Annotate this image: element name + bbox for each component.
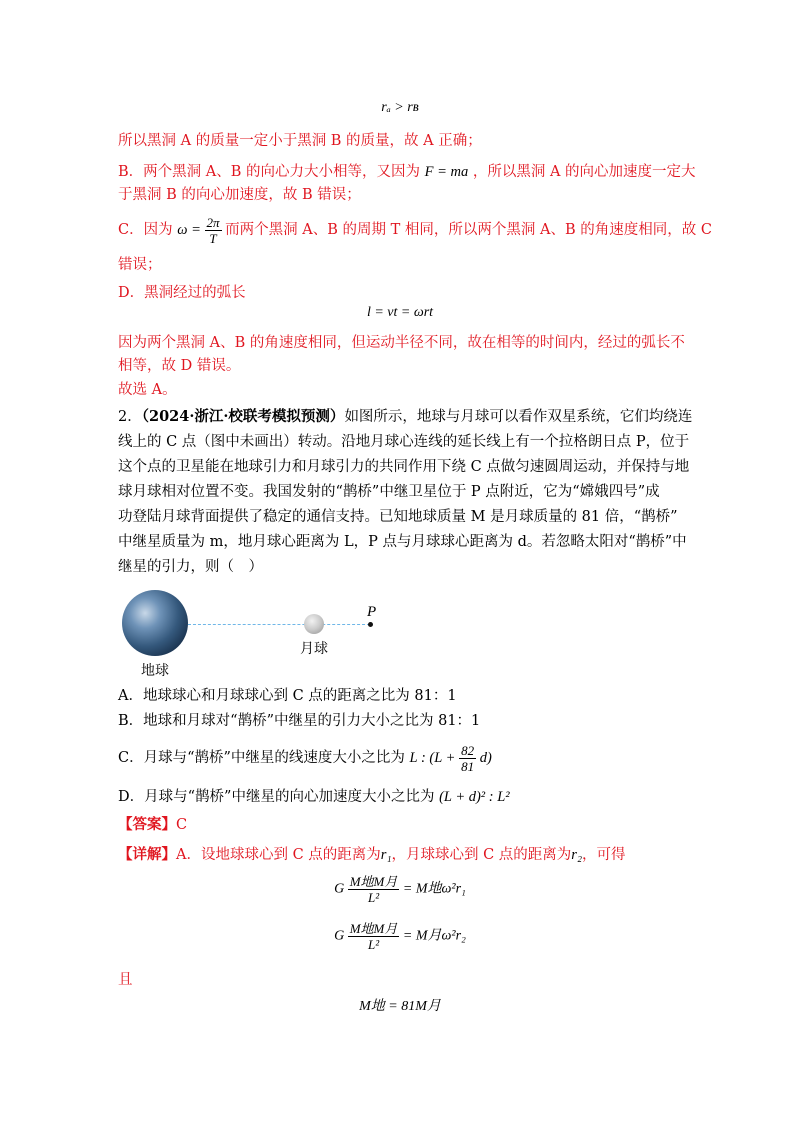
option-d	[118, 787, 510, 807]
lagrange-point-dot	[368, 622, 373, 627]
solution-line-a: 所以黑洞 A 的质量一定小于黑洞 B 的质量，故 A 正确；	[118, 133, 482, 149]
earth-moon-line	[188, 624, 370, 625]
question-line-5: 功登陆月球背面提供了稳定的通信支持。已知地球质量 M 是月球质量的 81 倍，“鹊桥”	[118, 509, 678, 525]
question-number: 2．	[118, 409, 142, 425]
solution-line-c-cont: 错误；	[118, 257, 162, 273]
eq2-numerator: M地M月	[349, 921, 398, 936]
question-line-4: 球月球相对位置不变。我国发射的“鹊桥”中继卫星位于 P 点附近，它为“嫦娥四号”成	[118, 484, 660, 500]
question-line-7: 继星的引力，则（ ）	[118, 559, 263, 575]
lagrange-point-label: P	[367, 604, 377, 620]
detail-r2: r₂	[571, 847, 582, 863]
answer-value: C	[176, 817, 188, 833]
equation-moon	[0, 921, 800, 952]
question-source: （2024·浙江·校联考模拟预测）	[141, 408, 345, 425]
formula-radius-compare: rₐ > rʙ	[381, 100, 419, 115]
eq1-fraction	[348, 874, 400, 905]
earth-label: 地球	[141, 663, 169, 679]
solution-line-b-cont: 于黑洞 B 的向心加速度，故 B 错误；	[118, 187, 361, 203]
option-d-text: D．月球与“鹊桥”中继星的向心加速度大小之比为	[118, 789, 435, 805]
moon-label: 月球	[300, 641, 328, 657]
option-b: B．地球和月球对“鹊桥”中继星的引力大小之比为 81：1	[118, 713, 481, 729]
detail-label: 【详解】	[118, 846, 176, 863]
solution-line-c-text1: C．因为	[118, 221, 173, 238]
eq1-g: G	[334, 881, 345, 897]
question-line-6: 中继星质量为 m，地月球心距离为 L，P 点与月球球心距离为 d。若忽略太阳对“鹊桥”中	[118, 534, 687, 550]
formula-omega	[177, 215, 225, 246]
formula-arc-length: l = vt = ωrt	[366, 305, 434, 320]
earth-image	[122, 590, 188, 656]
option-c-denominator: 81	[461, 759, 475, 774]
detail-text-b: ，月球球心到 C 点的距离为	[391, 847, 572, 863]
eq2-fraction	[348, 921, 400, 952]
eq2-denominator: L²	[367, 937, 380, 952]
omega-fraction	[205, 215, 222, 246]
detail-and: 且	[118, 972, 133, 988]
formula-fma: F = ma	[424, 164, 469, 180]
question-line-3: 这个点的卫星能在地球引力和月球引力的共同作用下绕 C 点做匀速圆周运动，并保持与地	[118, 459, 690, 475]
option-c	[118, 743, 492, 774]
option-d-formula: (L + d)² : L²	[439, 789, 510, 805]
option-c-fraction	[459, 743, 476, 774]
option-a: A．地球球心和月球球心到 C 点的距离之比为 81：1	[118, 688, 457, 704]
question-line-2: 线上的 C 点（图中未画出）转动。沿地月球心连线的延长线上有一个拉格朗日点 P，位于	[118, 434, 690, 450]
eq1-denominator: L²	[367, 890, 380, 905]
equation-mass-ratio: M地 = 81M月	[359, 999, 441, 1014]
eq2-g: G	[334, 928, 345, 944]
option-c-expr-a: L : (L +	[409, 749, 456, 766]
question-text-1: 如图所示，地球与月球可以看作双星系统，它们均绕连	[344, 409, 693, 425]
detail-text-c: ，可得	[581, 847, 626, 863]
omega-numerator: 2π	[206, 215, 220, 230]
solution-line-d: D．黑洞经过的弧长	[118, 285, 246, 301]
option-c-expr-b: d)	[479, 749, 492, 766]
option-c-numerator: 82	[461, 743, 475, 758]
answer-line	[118, 815, 187, 835]
solution-conclusion: 故选 A。	[118, 382, 177, 398]
eq1-rhs: = M地ω²r₁	[402, 881, 466, 897]
solution-line-b-text2: ，所以黑洞 A 的向心加速度一定大	[472, 164, 696, 180]
solution-line-b-text1: B．两个黑洞 A、B 的向心力大小相等，又因为	[118, 164, 420, 180]
question-line-1	[118, 407, 692, 427]
moon-image	[304, 614, 324, 634]
detail-text-a: A．设地球球心到 C 点的距离为	[176, 847, 381, 863]
eq2-rhs: = M月ω²r₂	[402, 928, 466, 944]
eq1-numerator: M地M月	[349, 874, 398, 889]
detail-r1: r₁	[380, 847, 392, 863]
answer-label: 【答案】	[118, 816, 176, 833]
equation-earth	[0, 874, 800, 905]
solution-line-b	[118, 162, 696, 182]
solution-line-c	[118, 215, 712, 246]
omega-denominator: T	[209, 231, 217, 246]
detail-line	[118, 845, 625, 865]
option-c-text: C．月球与“鹊桥”中继星的线速度大小之比为	[118, 749, 405, 766]
solution-line-c-text2: 而两个黑洞 A、B 的周期 T 相同，所以两个黑洞 A、B 的角速度相同，故 C	[225, 221, 712, 238]
omega-lhs: ω =	[177, 221, 201, 238]
option-c-formula	[409, 743, 492, 774]
solution-line-d-reason: 因为两个黑洞 A、B 的角速度相同，但运动半径不同，故在相等的时间内，经过的弧长不	[118, 335, 685, 351]
solution-line-d-cont: 相等，故 D 错误。	[118, 358, 241, 374]
